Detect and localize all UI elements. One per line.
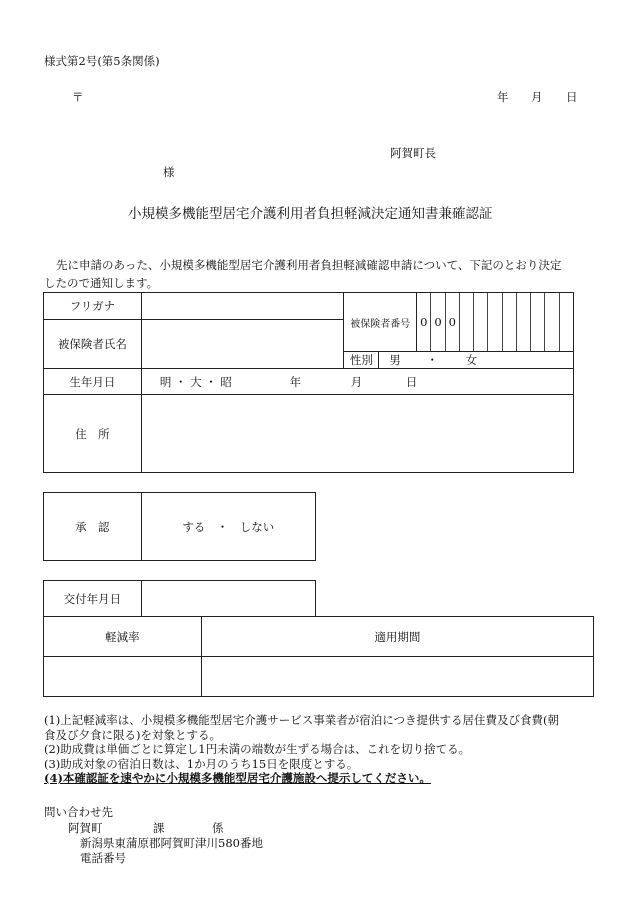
rate-field[interactable] (44, 657, 202, 697)
birth-month: 月 (350, 374, 363, 389)
honorific: 様 (163, 165, 175, 179)
postal-mark: 〒 (72, 90, 84, 104)
sender: 阿賀町長 (390, 146, 436, 160)
contact-subsection: 係 (212, 821, 224, 835)
insured-number-digit[interactable] (559, 293, 573, 351)
insured-number-digit[interactable] (531, 293, 545, 351)
insured-name-field[interactable] (141, 320, 344, 369)
insured-number-digit[interactable]: 0 (420, 315, 428, 329)
furigana-label: フリガナ (44, 293, 142, 320)
sex-field[interactable] (379, 352, 574, 369)
note-1a: (1)上記軽減率は、小規模多機能型居宅介護サービス事業者が宿泊につき提供する居住費及び食費(朝 (44, 713, 560, 727)
insured-number-digit[interactable] (502, 293, 516, 351)
insured-number-digit[interactable] (488, 293, 502, 351)
intro-line2: したので通知します。 (44, 276, 159, 290)
contact-section: 課 (153, 821, 165, 835)
document-title: 小規模多機能型居宅介護利用者負担軽減決定通知書兼確認証 (128, 206, 493, 222)
contact-town: 阿賀町 (68, 821, 103, 835)
birth-field[interactable] (141, 369, 573, 395)
insured-number-field[interactable] (417, 293, 574, 352)
sex-female: 女 (465, 353, 478, 367)
notes (44, 713, 559, 786)
rate-period-table (43, 616, 594, 697)
note-1b: 食及び夕食に限る)を対象とする。 (44, 727, 221, 742)
date-month: 月 (531, 90, 543, 104)
birth-day: 日 (405, 374, 418, 389)
insured-number-label: 被保険者番号 (344, 293, 417, 352)
note-2: (2)助成費は単価ごとに算定し1円未満の端数が生ずる場合は、これを切り捨てる。 (44, 742, 471, 756)
approval-label: 承 認 (44, 493, 142, 561)
issue-date-field[interactable] (141, 581, 315, 617)
date-day: 日 (566, 90, 578, 104)
form-number: 様式第2号(第5条関係) (44, 54, 160, 68)
period-field[interactable] (201, 657, 593, 697)
insured-info-table (43, 292, 574, 473)
insured-number-digit[interactable] (459, 293, 473, 351)
issue-date-table (43, 580, 316, 617)
birth-label: 生年月日 (44, 369, 142, 395)
contact-address: 新潟県東蒲原郡阿賀町津川580番地 (80, 836, 263, 850)
address-label: 住 所 (44, 395, 142, 473)
period-header: 適用期間 (201, 617, 593, 657)
date-year: 年 (497, 90, 509, 104)
birth-year: 年 (289, 374, 302, 389)
rate-header: 軽減率 (44, 617, 202, 657)
issue-date-label: 交付年月日 (44, 581, 142, 617)
contact-phone: 電話番号 (80, 851, 126, 865)
furigana-field[interactable] (141, 293, 344, 320)
insured-name-label: 被保険者氏名 (44, 320, 142, 369)
approval-value[interactable]: する ・ しない (141, 493, 315, 561)
insured-number-digit[interactable] (516, 293, 530, 351)
birth-era: 明 ・ 大 ・ 昭 (159, 374, 232, 389)
insured-number-digits (417, 293, 573, 351)
contact-heading: 問い合わせ先 (44, 805, 113, 819)
insured-number-digit[interactable] (474, 293, 488, 351)
insured-number-digit[interactable] (545, 293, 559, 351)
note-3: (3)助成対象の宿泊日数は、1か月のうち15日を限度とする。 (44, 756, 359, 771)
sex-label: 性別 (344, 352, 379, 369)
sex-male: 男 (389, 353, 401, 367)
note-4: (4)本確認証を速やかに小規模多機能型居宅介護施設へ提示してください。 (44, 771, 431, 785)
insured-number-digit[interactable]: 0 (445, 293, 459, 351)
sex-separator: ・ (426, 353, 438, 367)
insured-number-digit[interactable]: 0 (431, 293, 445, 351)
approval-table (43, 492, 316, 561)
intro-line1: 先に申請のあった、小規模多機能型居宅介護利用者負担軽減確認申請について、下記のとおり決定 (56, 258, 562, 272)
address-field[interactable] (141, 395, 573, 473)
